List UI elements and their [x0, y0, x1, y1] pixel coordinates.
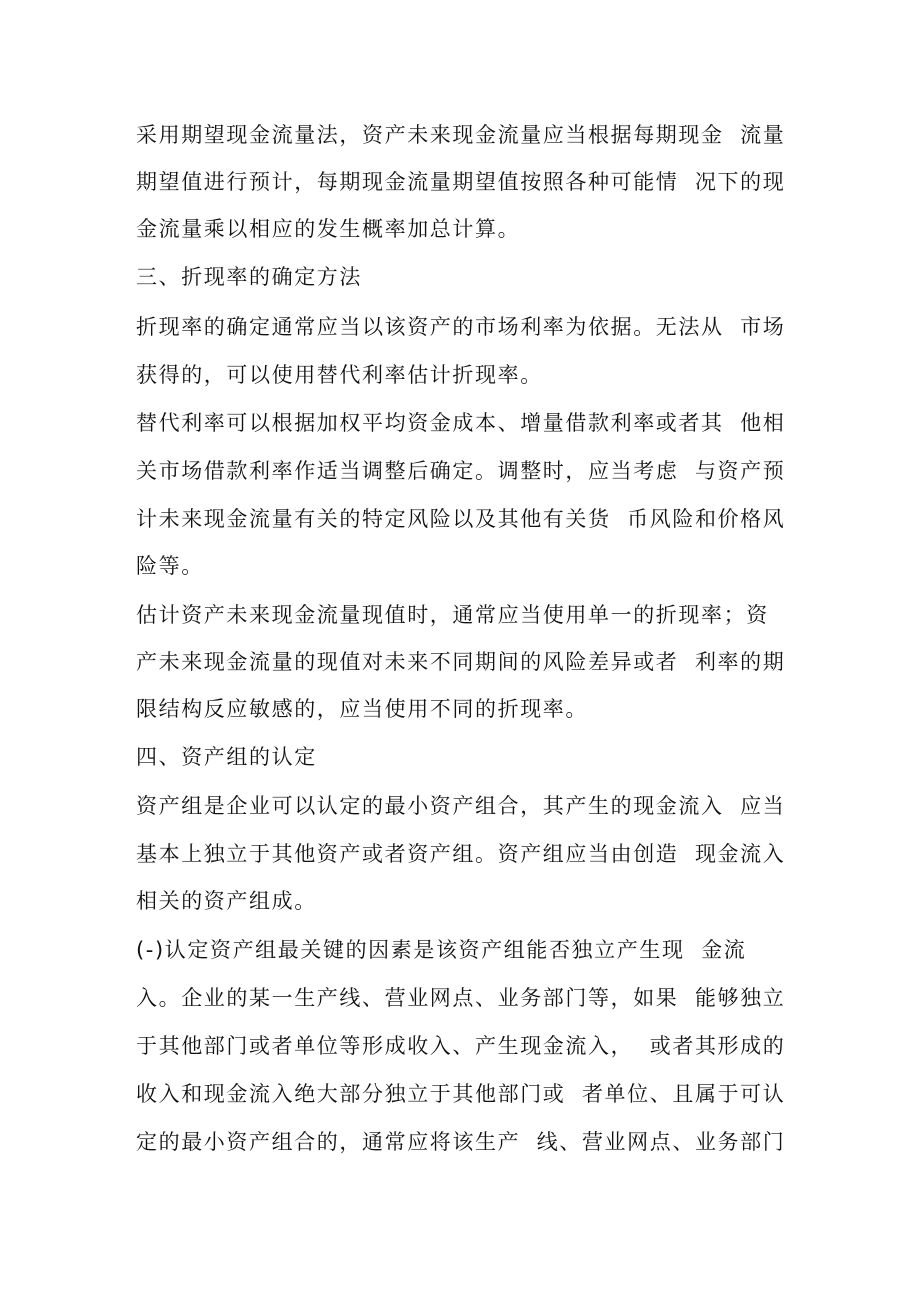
text-line: 定的最小资产组合的，通常应将该生产 线、营业网点、业务部门 [136, 1130, 786, 1154]
text-line: 期望值进行预计，每期现金流量期望值按照各种可能情 况下的现 [136, 170, 786, 194]
text-line: 估计资产未来现金流量现值时，通常应当使用单一的折现率；资 [136, 603, 769, 627]
text-line: 金流量乘以相应的发生概率加总计算。 [136, 217, 521, 241]
text-line: 险等。 [136, 554, 204, 578]
section-heading: 四、资产组的认定 [136, 745, 317, 769]
text-line: 产未来现金流量的现值对未来不同期间的风险差异或者 利率的期 [136, 650, 786, 674]
text-line: 计未来现金流量有关的特定风险以及其他有关货 币风险和价格风 [136, 507, 786, 531]
text-line: 获得的，可以使用替代利率估计折现率。 [136, 363, 543, 387]
text-line: 入。企业的某一生产线、营业网点、业务部门等，如果 能够独立 [136, 986, 786, 1010]
text-line: 替代利率可以根据加权平均资金成本、增量借款利率或者其 他相 [136, 411, 786, 435]
text-line: 折现率的确定通常应当以该资产的市场利率为依据。无法从 市场 [136, 315, 786, 339]
text-line: 基本上独立于其他资产或者资产组。资产组应当由创造 现金流入 [136, 842, 786, 866]
text-line: 资产组是企业可以认定的最小资产组合，其产生的现金流入 应当 [136, 794, 786, 818]
text-line: 相关的资产组成。 [136, 889, 317, 913]
section-heading: 三、折现率的确定方法 [136, 265, 362, 289]
text-line: 收入和现金流入绝大部分独立于其他部门或 者单位、且属于可认 [136, 1082, 786, 1106]
text-line: 于其他部门或者单位等形成收入、产生现金流入， 或者其形成的 [136, 1034, 786, 1058]
text-line: (-)认定资产组最关键的因素是该资产组能否独立产生现 金流 [136, 938, 747, 962]
text-line: 采用期望现金流量法，资产未来现金流量应当根据每期现金 流量 [136, 123, 786, 147]
text-line: 关市场借款利率作适当调整后确定。调整时，应当考虑 与资产预 [136, 459, 786, 483]
text-line: 限结构反应敏感的，应当使用不同的折现率。 [136, 697, 588, 721]
